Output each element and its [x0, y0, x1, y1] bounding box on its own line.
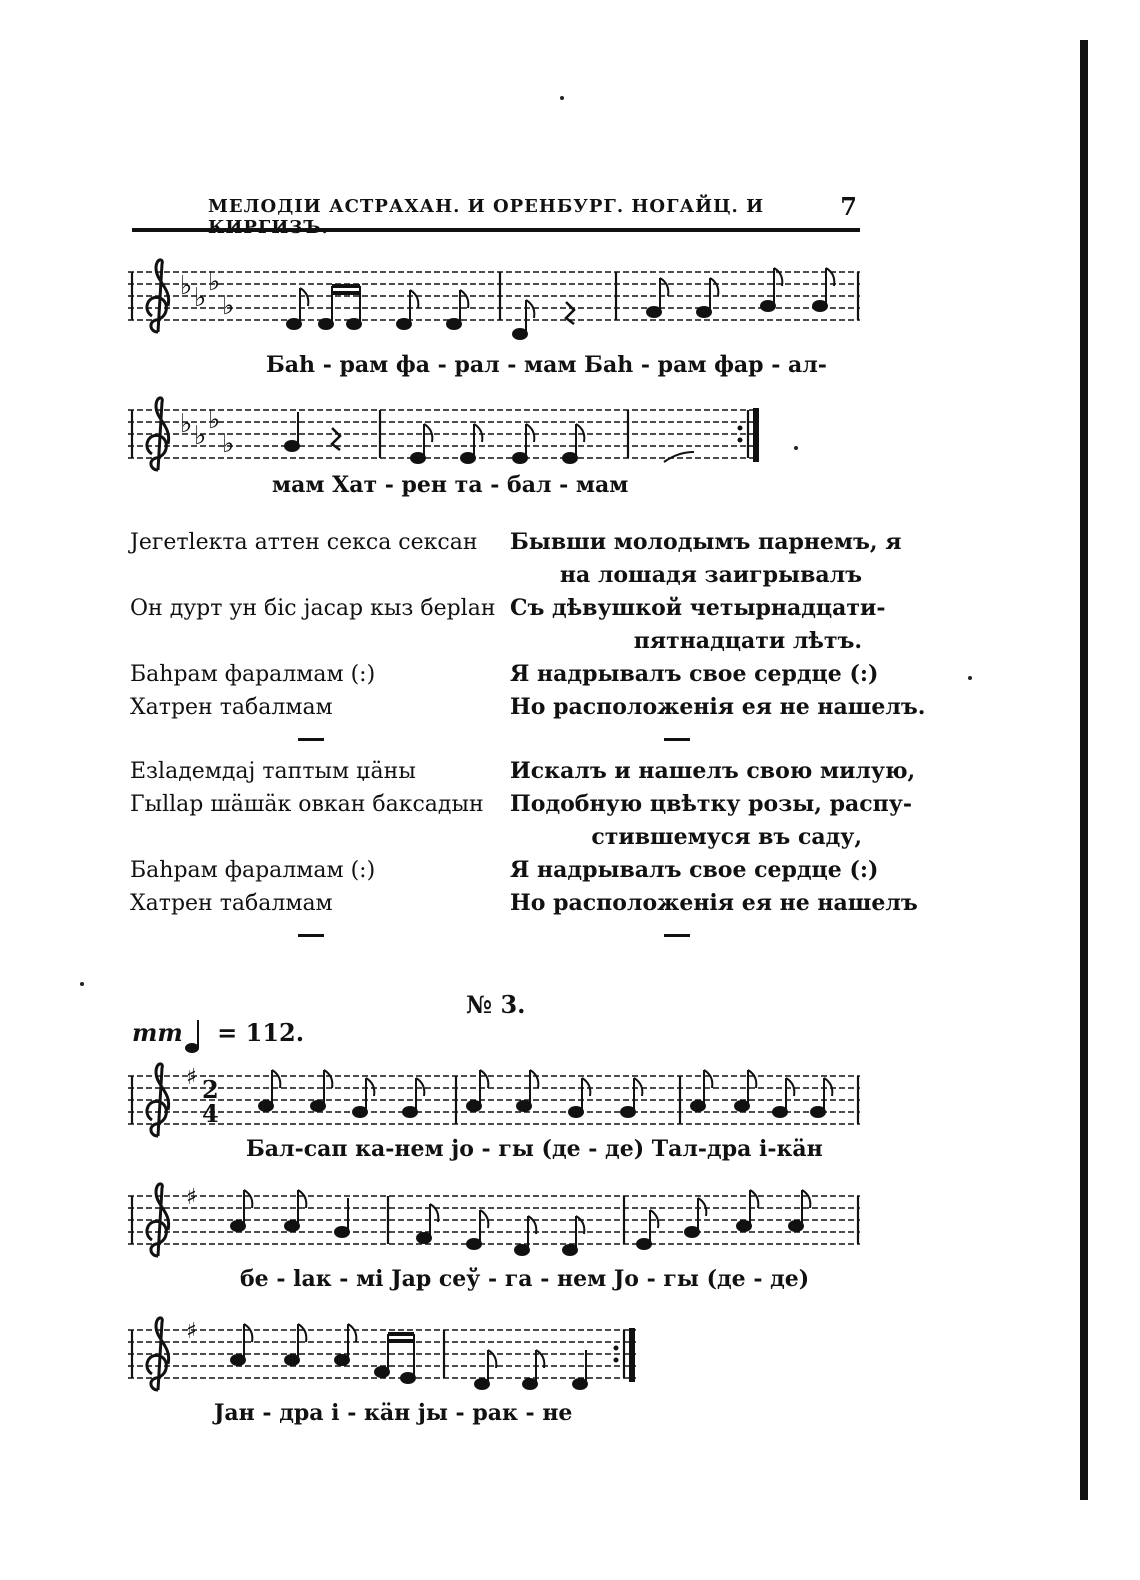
- svg-text:♯: ♯: [186, 1185, 197, 1210]
- verse-line: Я надрывалъ свое сердце (:): [510, 857, 879, 883]
- verse-separator: [298, 738, 324, 741]
- scan-speck: [794, 446, 798, 450]
- song3-lyrics-line-1: Бал-сап ка-нем јо - гы (де - де) Тал-дра і-кäн: [246, 1136, 823, 1162]
- verses-russian: [510, 526, 926, 951]
- svg-text:♭: ♭: [180, 409, 193, 439]
- verse-line: на лошадя заигрывалъ: [559, 562, 862, 588]
- music-staff-4: [128, 1186, 868, 1266]
- verse-line: Бывши молодымъ парнемъ, я: [510, 529, 902, 555]
- svg-text:♯: ♯: [186, 1065, 197, 1090]
- time-signature-top: 2: [202, 1075, 219, 1104]
- song2-lyrics-line-1: Баһ - рам фа - рал - мам Баһ - рам фар - ал-: [266, 352, 827, 378]
- scan-speck: [968, 676, 972, 680]
- svg-text:♭: ♭: [194, 421, 207, 451]
- music-staff-5: [128, 1320, 648, 1400]
- tempo-marking: [132, 1018, 304, 1047]
- verse-line: Баһрам фаралмам (:): [130, 662, 376, 687]
- running-title: МЕЛОДІИ АСТРАХАН. И ОРЕНБУРГ. НОГАЙЦ. И: [208, 196, 765, 217]
- scan-speck: [560, 96, 564, 100]
- verse-line: Но расположенія ея не нашелъ.: [510, 694, 926, 720]
- song-number: № 3.: [466, 990, 526, 1019]
- verse-separator: [664, 738, 690, 741]
- verse-separator: [664, 934, 690, 937]
- verse-line: Съ дѣвушкой четырнадцати-: [510, 595, 886, 621]
- verse-line: пятнадцати лѣтъ.: [633, 628, 862, 654]
- svg-text:♯: ♯: [186, 1319, 197, 1344]
- tempo-mark: mm: [132, 1018, 183, 1047]
- svg-text:♭: ♭: [222, 429, 235, 459]
- song3-lyrics-line-2: бе - lак - мі Јар сеў - га - нем Јо - гы (де - де): [240, 1266, 810, 1292]
- header-rule: [132, 228, 860, 232]
- verse-line: Но расположенія ея не нашелъ: [510, 890, 918, 916]
- verse-separator: [298, 934, 324, 937]
- verse-line: Хатрен табалмам: [130, 695, 333, 720]
- svg-text:♭: ♭: [208, 267, 221, 297]
- scan-speck: [80, 982, 84, 986]
- tempo-value: = 112.: [217, 1018, 305, 1047]
- verse-line: Подобную цвѣтку розы, распу-: [510, 791, 912, 817]
- svg-text:♭: ♭: [194, 283, 207, 313]
- svg-text:♭: ♭: [208, 405, 221, 435]
- music-staff-1: [128, 262, 868, 342]
- verse-line: Гыllар шäшäк овкан баксадын: [130, 792, 484, 817]
- verse-line: Јегетlекта аттен секса сексан: [130, 530, 478, 555]
- verse-line: Он дурт ун біс јасар кыз берlан: [130, 596, 496, 621]
- verse-line: Искалъ и нашелъ свою милую,: [510, 758, 916, 784]
- quarter-note-icon: [184, 1020, 204, 1054]
- song3-lyrics-line-3: Јан - дра і - кäн јы - рак - не: [214, 1400, 573, 1426]
- verse-line: Хатрен табалмам: [130, 891, 333, 916]
- music-staff-3: [128, 1066, 868, 1146]
- music-staff-2: [128, 400, 808, 480]
- svg-text:♭: ♭: [222, 291, 235, 321]
- page-edge-bar: [1080, 40, 1088, 1500]
- verse-line: Езlадемдај таптым џäны: [130, 759, 416, 784]
- page-number: 7: [840, 192, 858, 221]
- song2-lyrics-line-2: мам Хат - рен та - бал - мам: [272, 472, 629, 498]
- time-signature-bottom: 4: [202, 1099, 219, 1128]
- verse-line: Я надрывалъ свое сердце (:): [510, 661, 879, 687]
- verses-tatar: [130, 526, 496, 951]
- verse-line: Баһрам фаралмам (:): [130, 858, 376, 883]
- svg-text:♭: ♭: [180, 271, 193, 301]
- verse-line: стившемуся въ саду,: [591, 824, 862, 850]
